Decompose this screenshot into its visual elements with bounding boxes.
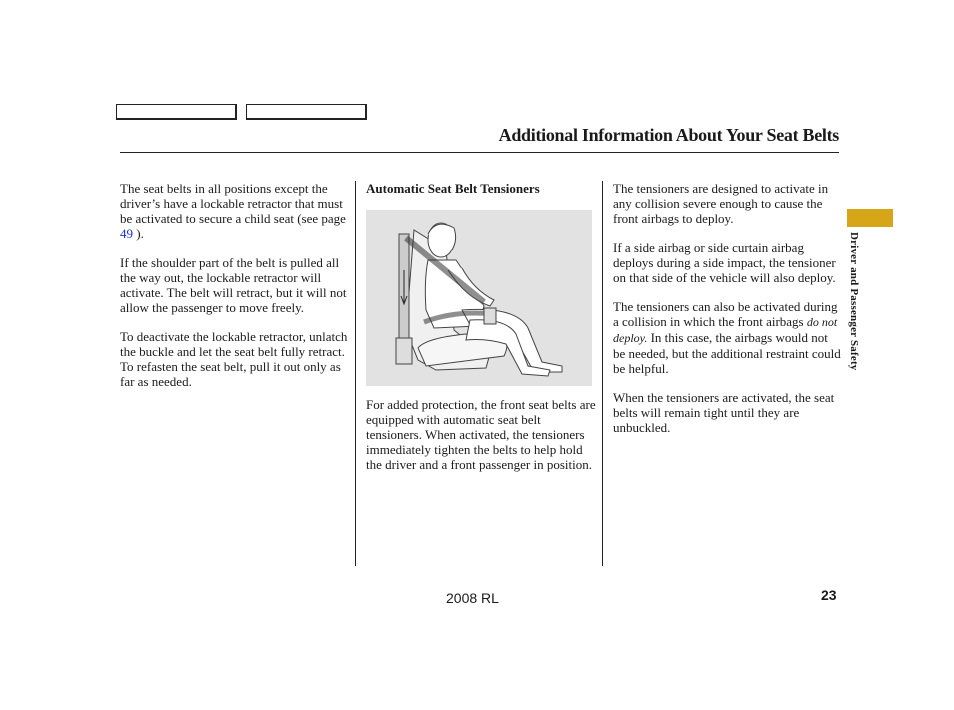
nav-box-1[interactable]: [116, 104, 237, 120]
page-title: Additional Information About Your Seat Belts: [498, 125, 839, 145]
emphasis-do-not-deploy: do not deploy.: [613, 315, 838, 345]
section-label: Driver and Passenger Safety: [848, 232, 860, 371]
page-49-link[interactable]: 49: [120, 226, 133, 241]
column-3-paragraph-2: If a side airbag or side curtain airbag deploys during a side impact, the tensioner on that side of the vehicle will also deploy.: [613, 240, 836, 285]
section-tab[interactable]: [847, 209, 893, 227]
column-divider-2: [602, 181, 603, 566]
column-3-paragraph-3: [613, 299, 843, 376]
column-1-paragraph-1: [120, 181, 348, 241]
column-3: [613, 181, 843, 449]
footer-model: 2008 RL: [446, 590, 499, 606]
column-1-paragraph-2: If the shoulder part of the belt is pulled all the way out, the lockable retractor will activate. The belt will retract, but it will not allow the passenger to move freely.: [120, 255, 347, 315]
column-1-paragraph-1-end: ).: [133, 226, 144, 241]
column-1-paragraph-1-text: The seat belts in all positions except the driver’s have a lockable retractor that must be activated to secure a child seat (see page: [120, 181, 346, 226]
section-subheading: Automatic Seat Belt Tensioners: [366, 181, 540, 196]
column-2: [366, 181, 596, 486]
column-3-paragraph-3-after: In this case, the airbags would not be needed, but the additional restraint could be helpful.: [613, 330, 841, 376]
column-3-paragraph-4: When the tensioners are activated, the seat belts will remain tight until they are unbuckled.: [613, 390, 835, 435]
column-1-paragraph-3: To deactivate the lockable retractor, unlatch the buckle and let the seat belt fully retract. To refasten the seat belt, pull it out only as far as needed.: [120, 329, 348, 389]
column-2-paragraph-1: For added protection, the front seat belts are equipped with automatic seat belt tensioners. When activated, the tensioners immediately tighten the belts to help hold the driver and a front passenger in position.: [366, 397, 596, 472]
nav-box-2[interactable]: [246, 104, 367, 120]
page-number: 23: [821, 587, 837, 603]
column-1: [120, 181, 348, 403]
seat-belt-tensioner-illustration: [366, 210, 592, 386]
column-3-paragraph-1: The tensioners are designed to activate in any collision severe enough to cause the front airbags to deploy.: [613, 181, 829, 226]
column-divider-1: [355, 181, 356, 566]
title-rule: [120, 152, 839, 153]
column-3-paragraph-3-before: The tensioners can also be activated during a collision in which the front airbags: [613, 299, 838, 329]
